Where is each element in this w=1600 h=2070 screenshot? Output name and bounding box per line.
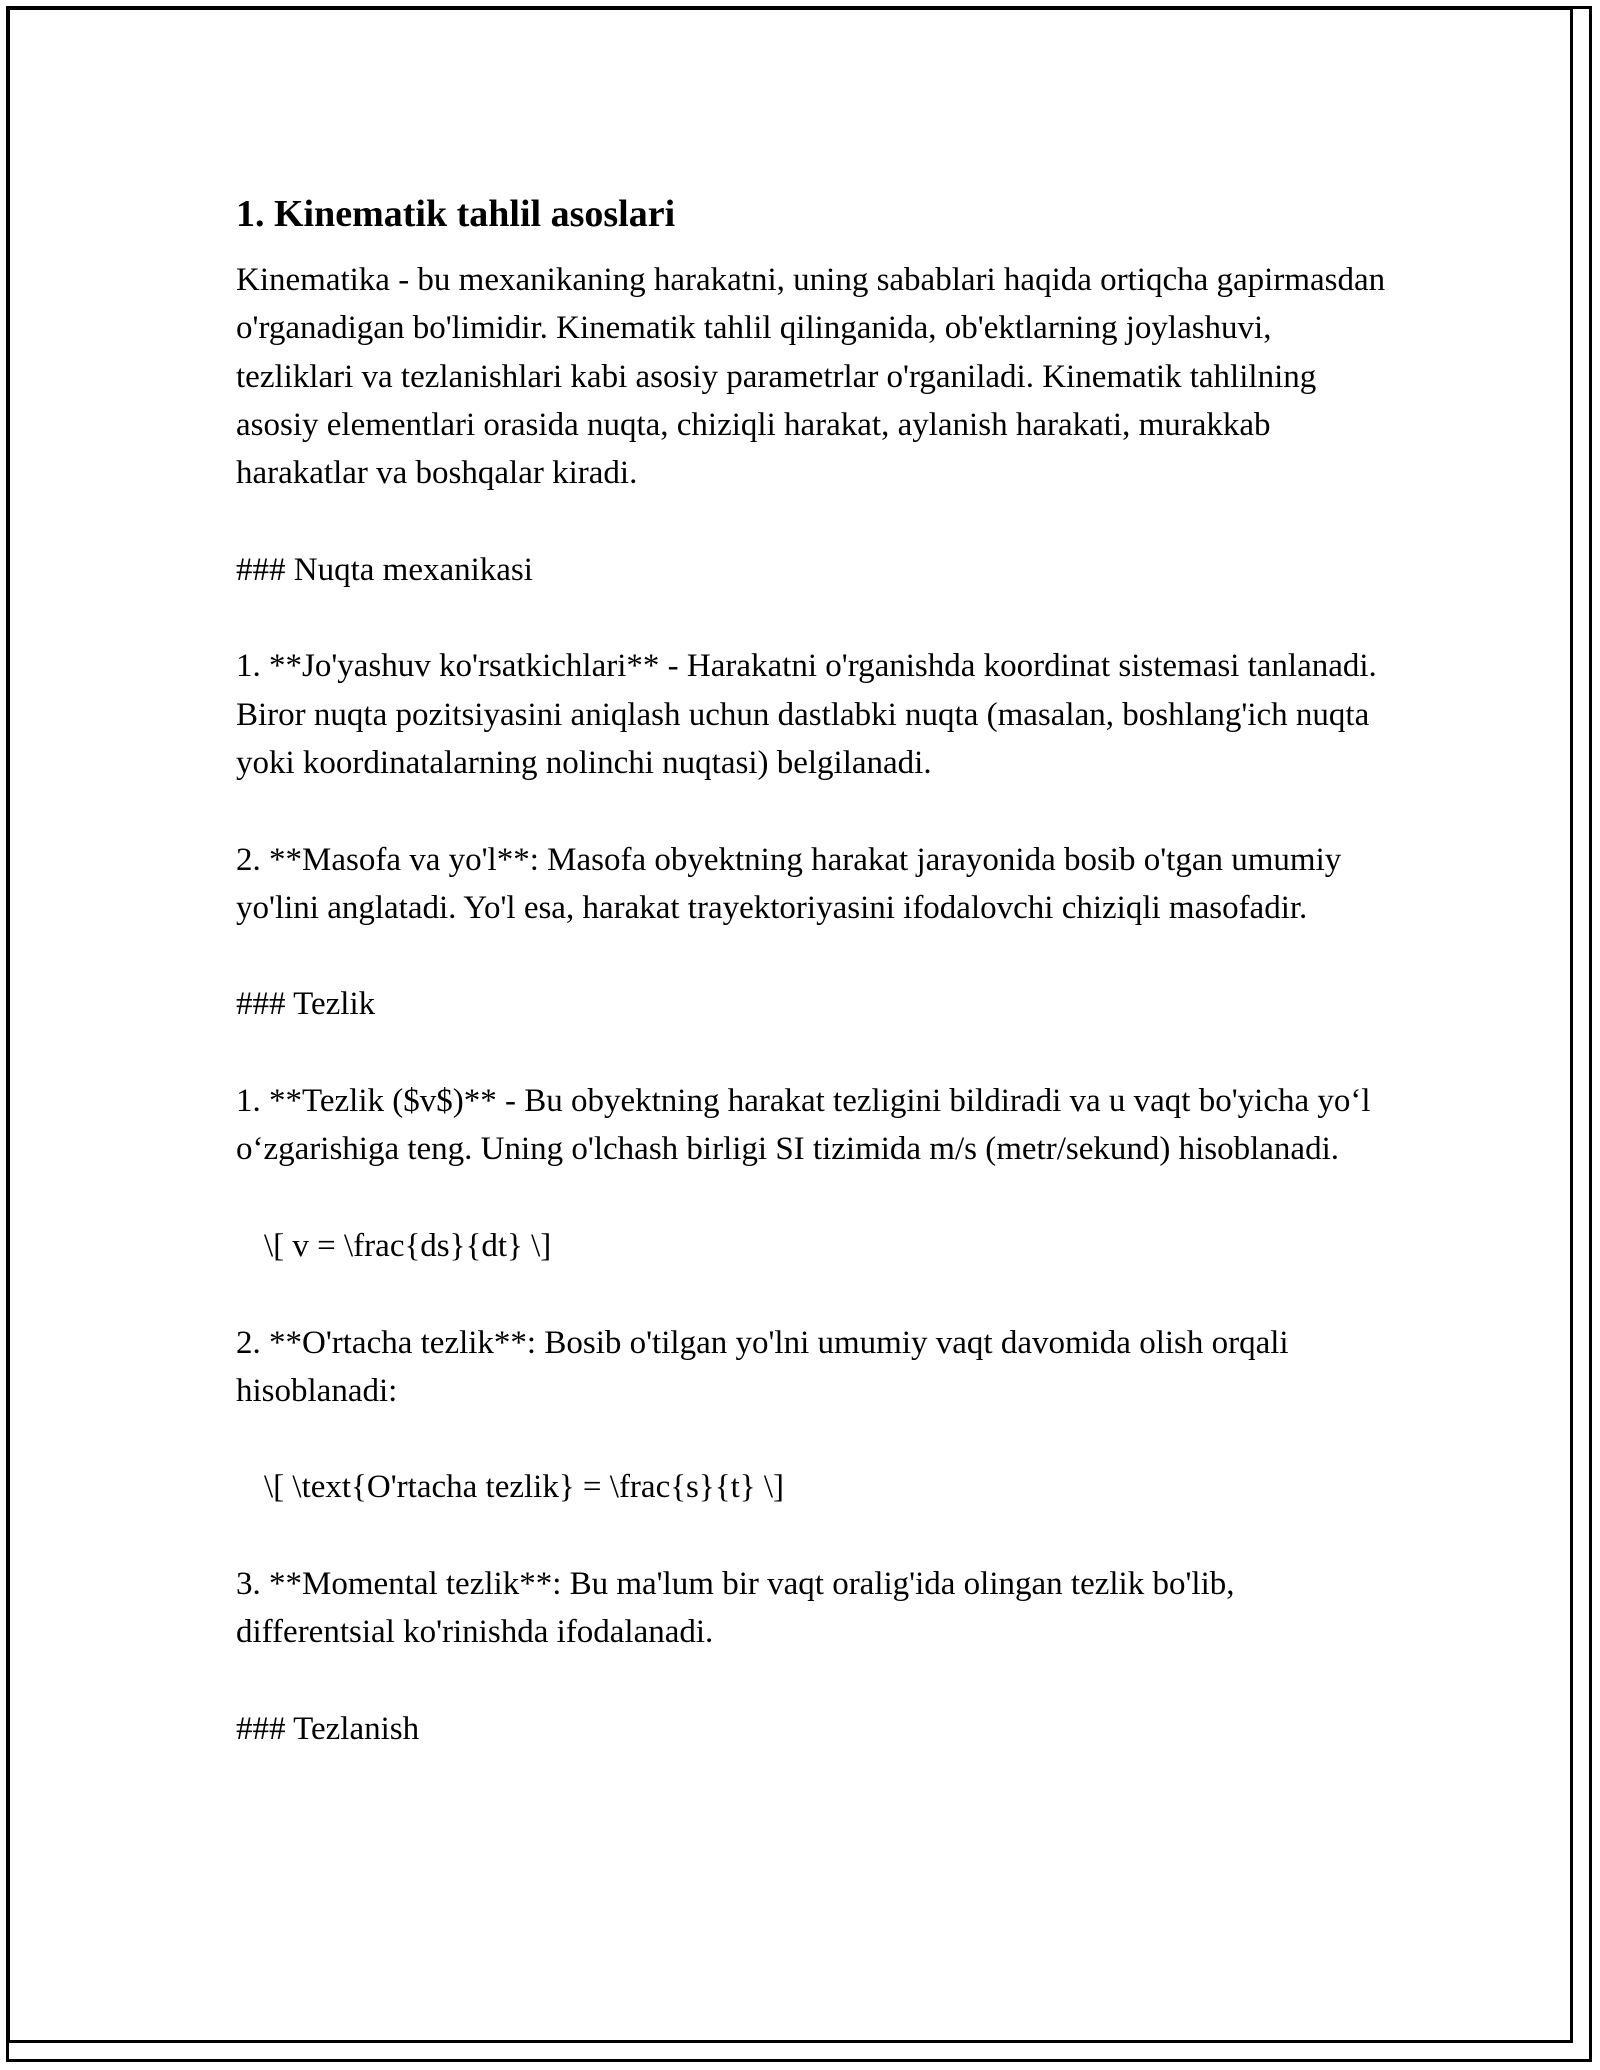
formula-average-velocity: \[ \text{O'rtacha tezlik} = \frac{s}{t} \] (264, 1469, 784, 1506)
document-body (236, 190, 1386, 1753)
section-heading-tezlanish: ### Tezlanish (236, 1710, 420, 1747)
list-item-masofa: 2. **Masofa va yo'l**: Masofa obyektning harakat jarayonida bosib o'tgan umumiy yo'lini anglatadi. Yo'l esa, harakat trayektoriyasini ifodalovchi chiziqli masofadir. (236, 841, 1342, 926)
list-item-ortacha-tezlik: 2. **O'rtacha tezlik**: Bosib o'tilgan yo'lni umumiy vaqt davomida olish orqali hisoblanadi: (236, 1324, 1289, 1409)
list-item-joyashuv: 1. **Jo'yashuv ko'rsatkichlari** - Harakatni o'rganishda koordinat sistemasi tanlanadi. Biror nuqta pozitsiyasini aniqlash uchun dastlabki nuqta (masalan, boshlang'ich nuqta yoki koordinatalarning nolinchi nuqtasi) belgilanadi. (236, 648, 1377, 781)
formula-velocity: \[ v = \frac{ds}{dt} \] (264, 1227, 552, 1264)
intro-paragraph: Kinematika - bu mexanikaning harakatni, uning sabablari haqida ortiqcha gapirmasdan o'rganadigan bo'limidir. Kinematik tahlil qilinganida, ob'ektlarning joylashuvi, tezliklari va tezlanishlari kabi asosiy parametrlar o'rganiladi. Kinematik tahlilning asosiy elementlari orasida nuqta, chiziqli harakat, aylanish harakati, murakkab harakatlar va boshqalar kiradi. (236, 262, 1386, 492)
section-heading-tezlik: ### Tezlik (236, 986, 376, 1023)
section-heading-nuqta: ### Nuqta mexanikasi (236, 551, 533, 588)
list-item-tezlik: 1. **Tezlik ($v$)** - Bu obyektning harakat tezligini bildiradi va u vaqt bo'yicha yo‘l o‘zgarishiga teng. Uning o'lchash birligi SI tizimida m/s (metr/sekund) hisoblanadi. (236, 1083, 1371, 1168)
list-item-momental-tezlik: 3. **Momental tezlik**: Bu ma'lum bir vaqt oralig'ida olingan tezlik bo'lib, differentsial ko'rinishda ifodalanadi. (236, 1566, 1235, 1651)
document-title: 1. Kinematik tahlil asoslari (236, 193, 676, 235)
